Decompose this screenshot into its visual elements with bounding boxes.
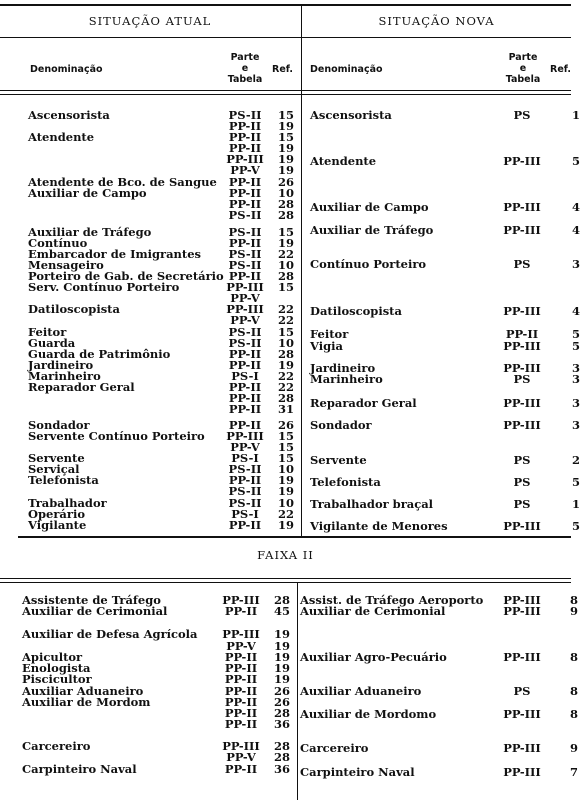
nova-row-parte-tabela: PP-III (503, 418, 541, 432)
faixa2-atual-row-parte-tabela: PP-II (224, 604, 258, 618)
nova-row-ref: 3 (571, 418, 580, 432)
atual-row-ref: 10 (277, 496, 294, 510)
faixa2-atual-row-parte-tabela: PP-II (224, 695, 258, 709)
nova-row-name: Vigilante de Menores (310, 519, 448, 533)
right-col-tabela: Tabela (505, 74, 541, 85)
faixa2-atual-row-name: Assistente de Tráfego (22, 593, 161, 607)
faixa2-nova-row-parte-tabela: PP-III (503, 707, 541, 721)
atual-row-parte-tabela: PP-II (228, 236, 262, 250)
atual-row-parte-tabela: PP-II (228, 130, 262, 144)
faixa-title: FAIXA II (257, 548, 314, 562)
faixa2-atual-row-ref: 36 (273, 717, 290, 731)
nova-row-parte-tabela: PS (513, 372, 531, 386)
atual-row-name: Datiloscopista (28, 302, 120, 316)
nova-row-name: Datiloscopista (310, 304, 402, 318)
nova-row-name: Marinheiro (310, 372, 383, 386)
faixa2-nova-row-ref: 8 (569, 707, 578, 721)
nova-row-ref: 3 (571, 361, 580, 375)
atual-row-ref: 15 (277, 440, 294, 454)
atual-row-name: Marinheiro (28, 369, 101, 383)
nova-row-ref: 5 (571, 327, 580, 341)
atual-row-ref: 15 (277, 280, 294, 294)
nova-row-parte-tabela: PP-II (505, 327, 539, 341)
faixa2-atual-row-ref: 19 (273, 672, 290, 686)
nova-row-ref: 3 (571, 257, 580, 271)
nova-row-name: Atendente (310, 154, 377, 168)
faixa2-atual-row-ref: 45 (273, 604, 290, 618)
faixa2-atual-row-name: Carpinteiro Naval (22, 762, 137, 776)
nova-row-ref: 1 (571, 497, 580, 511)
header-rule-1 (0, 90, 571, 91)
nova-row-name: Reparador Geral (310, 396, 417, 410)
atual-row-parte-tabela: PP-III (226, 152, 264, 166)
atual-row-ref: 26 (277, 418, 294, 432)
faixa2-atual-row-name: Auxiliar Aduaneiro (22, 684, 144, 698)
faixa2-nova-row-parte-tabela: PP-III (503, 741, 541, 755)
nova-row-ref: 2 (571, 453, 580, 467)
faixa2-nova-row-ref: 8 (569, 684, 578, 698)
nova-row-parte-tabela: PS (513, 475, 531, 489)
faixa2-atual-row-ref: 26 (273, 684, 290, 698)
atual-row-parte-tabela: PS-II (228, 325, 262, 339)
right-col-denominacao: Denominação (310, 64, 383, 75)
faixa2-atual-row-ref: 28 (273, 593, 290, 607)
atual-row-parte-tabela: PP-II (228, 391, 262, 405)
atual-row-ref: 10 (277, 258, 294, 272)
atual-row-name: Mensageiro (28, 258, 104, 272)
faixa2-atual-row-parte-tabela: PP-II (224, 650, 258, 664)
faixa2-atual-row-ref: 28 (273, 739, 290, 753)
atual-row-ref: 10 (277, 462, 294, 476)
atual-row-ref: 19 (277, 236, 294, 250)
atual-row-ref: 19 (277, 358, 294, 372)
faixa2-atual-row-name: Apicultor (22, 650, 83, 664)
right-title: SITUAÇÃO NOVA (378, 14, 495, 28)
right-col-e: e (519, 63, 527, 74)
atual-row-parte-tabela: PP-V (230, 163, 260, 177)
faixa2-nova-row-parte-tabela: PP-III (503, 765, 541, 779)
nova-row-ref: 5 (571, 339, 580, 353)
atual-row-ref: 19 (277, 518, 294, 532)
faixa2-nova-row-name: Carcereiro (300, 741, 369, 755)
nova-row-name: Contínuo Porteiro (310, 257, 427, 271)
faixa2-atual-row-name: Auxiliar de Defesa Agrícola (22, 627, 198, 641)
title-rule (0, 37, 571, 38)
atual-row-parte-tabela: PS-I (231, 369, 259, 383)
faixa2-atual-row-parte-tabela: PP-III (222, 593, 260, 607)
nova-row-parte-tabela: PS (513, 108, 531, 122)
faixa2-atual-row-name: Piscicultor (22, 672, 92, 686)
atual-row-ref: 19 (277, 163, 294, 177)
nova-row-name: Jardineiro (310, 361, 376, 375)
nova-row-name: Sondador (310, 418, 372, 432)
atual-row-name: Servente Contínuo Porteiro (28, 429, 205, 443)
nova-row-name: Auxiliar de Tráfego (310, 223, 434, 237)
atual-row-name: Auxiliar de Tráfego (28, 225, 152, 239)
faixa2-nova-row-name: Assist. de Tráfego Aeroporto (300, 593, 484, 607)
atual-row-parte-tabela: PS-II (228, 496, 262, 510)
atual-row-parte-tabela: PS-II (228, 258, 262, 272)
nova-row-name: Auxiliar de Campo (310, 200, 429, 214)
atual-row-ref: 22 (277, 313, 294, 327)
atual-row-ref: 19 (277, 152, 294, 166)
faixa2-atual-row-parte-tabela: PP-II (224, 672, 258, 686)
faixa2-nova-row-ref: 7 (569, 765, 578, 779)
atual-row-name: Atendente de Bco. de Sangue (28, 175, 217, 189)
nova-row-name: Telefonista (310, 475, 381, 489)
nova-row-ref: 5 (571, 475, 580, 489)
atual-row-name: Servente (28, 451, 85, 465)
atual-row-ref: 22 (277, 247, 294, 261)
nova-row-name: Feitor (310, 327, 349, 341)
atual-row-parte-tabela: PP-III (226, 280, 264, 294)
atual-row-name: Sondador (28, 418, 90, 432)
atual-row-name: Guarda (28, 336, 76, 350)
faixa2-nova-row-ref: 9 (569, 604, 578, 618)
faixa2-atual-row-ref: 19 (273, 650, 290, 664)
column-divider-1 (301, 4, 302, 537)
left-col-denominacao: Denominação (30, 64, 103, 75)
atual-row-name: Jardineiro (28, 358, 94, 372)
atual-row-ref: 19 (277, 141, 294, 155)
atual-row-parte-tabela: PP-II (228, 473, 262, 487)
atual-row-ref: 28 (277, 208, 294, 222)
atual-row-parte-tabela: PP-II (228, 197, 262, 211)
nova-row-parte-tabela: PP-III (503, 223, 541, 237)
section2-top-rule (0, 578, 571, 579)
top-rule (0, 4, 571, 6)
faixa2-nova-row-ref: 9 (569, 741, 578, 755)
atual-row-name: Serviçal (28, 462, 80, 476)
nova-row-name: Servente (310, 453, 367, 467)
atual-row-name: Telefonista (28, 473, 99, 487)
faixa2-atual-row-ref: 26 (273, 695, 290, 709)
atual-row-parte-tabela: PP-II (228, 347, 262, 361)
atual-row-ref: 15 (277, 225, 294, 239)
nova-row-name: Ascensorista (310, 108, 392, 122)
nova-row-name: Trabalhador braçal (310, 497, 434, 511)
faixa2-atual-row-name: Carcereiro (22, 739, 91, 753)
section2-top-rule-b (0, 582, 571, 583)
atual-row-parte-tabela: PS-II (228, 247, 262, 261)
atual-row-parte-tabela: PP-II (228, 402, 262, 416)
nova-row-parte-tabela: PS (513, 497, 531, 511)
atual-row-ref: 19 (277, 473, 294, 487)
nova-row-parte-tabela: PP-III (503, 200, 541, 214)
faixa2-nova-row-name: Carpinteiro Naval (300, 765, 415, 779)
atual-row-ref: 22 (277, 369, 294, 383)
faixa2-atual-row-ref: 19 (273, 661, 290, 675)
nova-row-ref: 4 (571, 304, 580, 318)
faixa2-atual-row-parte-tabela: PP-II (224, 706, 258, 720)
atual-row-ref: 22 (277, 380, 294, 394)
atual-row-parte-tabela: PP-II (228, 175, 262, 189)
left-col-ref: Ref. (272, 64, 293, 75)
nova-row-parte-tabela: PP-III (503, 154, 541, 168)
faixa2-nova-row-name: Auxiliar Aduaneiro (300, 684, 422, 698)
atual-row-parte-tabela: PS-II (228, 225, 262, 239)
atual-row-parte-tabela: PP-II (228, 518, 262, 532)
faixa2-atual-row-parte-tabela: PP-III (222, 627, 260, 641)
atual-row-parte-tabela: PS-II (228, 336, 262, 350)
atual-row-ref: 28 (277, 269, 294, 283)
atual-row-ref: 15 (277, 429, 294, 443)
faixa2-nova-row-parte-tabela: PP-III (503, 593, 541, 607)
atual-row-name: Contínuo (28, 236, 88, 250)
atual-row-ref: 28 (277, 391, 294, 405)
atual-row-ref: 15 (277, 325, 294, 339)
left-col-parte: Parte (230, 52, 260, 63)
atual-row-name: Vigilante (28, 518, 87, 532)
right-col-parte: Parte (508, 52, 538, 63)
atual-row-parte-tabela: PP-II (228, 269, 262, 283)
atual-row-ref: 26 (277, 175, 294, 189)
faixa2-nova-row-name: Auxiliar de Cerimonial (300, 604, 446, 618)
atual-row-ref: 15 (277, 130, 294, 144)
right-col-ref: Ref. (550, 64, 571, 75)
faixa2-atual-row-name: Auxiliar de Cerimonial (22, 604, 168, 618)
section1-bottom-rule (18, 536, 571, 538)
faixa2-nova-row-ref: 8 (569, 593, 578, 607)
atual-row-parte-tabela: PP-II (228, 358, 262, 372)
nova-row-parte-tabela: PP-III (503, 361, 541, 375)
faixa2-atual-row-ref: 36 (273, 762, 290, 776)
atual-row-parte-tabela: PP-II (228, 418, 262, 432)
atual-row-ref: 22 (277, 302, 294, 316)
nova-row-ref: 4 (571, 223, 580, 237)
atual-row-parte-tabela: PP-II (228, 141, 262, 155)
faixa2-nova-row-name: Auxiliar Agro-Pecuário (300, 650, 447, 664)
faixa2-atual-row-name: Auxiliar de Mordom (22, 695, 151, 709)
nova-row-parte-tabela: PP-III (503, 304, 541, 318)
nova-row-name: Vigia (310, 339, 343, 353)
faixa2-atual-row-ref: 19 (273, 639, 290, 653)
left-col-e: e (241, 63, 249, 74)
nova-row-ref: 5 (571, 154, 580, 168)
left-title: SITUAÇÃO ATUAL (88, 14, 212, 28)
atual-row-ref: 28 (277, 197, 294, 211)
nova-row-parte-tabela: PS (513, 453, 531, 467)
faixa2-atual-row-parte-tabela: PP-III (222, 739, 260, 753)
faixa2-atual-row-parte-tabela: PP-II (224, 717, 258, 731)
atual-row-name: Auxiliar de Campo (28, 186, 147, 200)
atual-row-parte-tabela: PP-V (230, 313, 260, 327)
atual-row-name: Operário (28, 507, 85, 521)
atual-row-name: Guarda de Patrimônio (28, 347, 171, 361)
atual-row-parte-tabela: PP-II (228, 380, 262, 394)
atual-row-name: Serv. Contínuo Porteiro (28, 280, 180, 294)
nova-row-ref: 1 (571, 108, 580, 122)
atual-row-name: Trabalhador (28, 496, 107, 510)
atual-row-parte-tabela: PS-II (228, 462, 262, 476)
faixa2-atual-row-parte-tabela: PP-V (226, 750, 256, 764)
header-rule-2 (0, 94, 571, 95)
faixa2-nova-row-ref: 8 (569, 650, 578, 664)
faixa2-atual-row-parte-tabela: PP-V (226, 639, 256, 653)
nova-row-parte-tabela: PS (513, 257, 531, 271)
atual-row-parte-tabela: PP-II (228, 119, 262, 133)
atual-row-parte-tabela: PS-II (228, 208, 262, 222)
atual-row-parte-tabela: PS-I (231, 451, 259, 465)
faixa2-atual-row-parte-tabela: PP-II (224, 762, 258, 776)
atual-row-name: Atendente (28, 130, 95, 144)
faixa2-nova-row-parte-tabela: PP-III (503, 650, 541, 664)
atual-row-parte-tabela: PS-II (228, 484, 262, 498)
nova-row-ref: 3 (571, 372, 580, 386)
nova-row-ref: 4 (571, 200, 580, 214)
faixa2-nova-row-parte-tabela: PP-III (503, 604, 541, 618)
atual-row-ref: 31 (277, 402, 294, 416)
faixa2-atual-row-name: Enologista (22, 661, 91, 675)
nova-row-parte-tabela: PP-III (503, 519, 541, 533)
atual-row-parte-tabela: PS-II (228, 108, 262, 122)
atual-row-ref: 28 (277, 347, 294, 361)
atual-row-name: Porteiro de Gab. de Secretário (28, 269, 224, 283)
atual-row-parte-tabela: PP-II (228, 186, 262, 200)
atual-row-name: Embarcador de Imigrantes (28, 247, 202, 261)
atual-row-ref: 15 (277, 108, 294, 122)
faixa2-nova-row-parte-tabela: PS (513, 684, 531, 698)
faixa2-atual-row-parte-tabela: PP-II (224, 684, 258, 698)
atual-row-ref: 15 (277, 451, 294, 465)
atual-row-name: Ascensorista (28, 108, 110, 122)
atual-row-parte-tabela: PP-III (226, 302, 264, 316)
atual-row-name: Feitor (28, 325, 67, 339)
atual-row-ref: 10 (277, 336, 294, 350)
nova-row-ref: 5 (571, 519, 580, 533)
faixa2-atual-row-ref: 19 (273, 627, 290, 641)
nova-row-ref: 3 (571, 396, 580, 410)
atual-row-parte-tabela: PS-I (231, 507, 259, 521)
column-divider-2 (297, 582, 298, 800)
faixa2-nova-row-name: Auxiliar de Mordomo (300, 707, 437, 721)
faixa2-atual-row-parte-tabela: PP-II (224, 661, 258, 675)
atual-row-ref: 19 (277, 484, 294, 498)
atual-row-name: Reparador Geral (28, 380, 135, 394)
atual-row-ref: 22 (277, 507, 294, 521)
atual-row-parte-tabela: PP-V (230, 440, 260, 454)
nova-row-parte-tabela: PP-III (503, 339, 541, 353)
atual-row-parte-tabela: PP-III (226, 429, 264, 443)
atual-row-parte-tabela: PP-V (230, 291, 260, 305)
faixa2-atual-row-ref: 28 (273, 706, 290, 720)
left-col-tabela: Tabela (227, 74, 263, 85)
atual-row-ref: 10 (277, 186, 294, 200)
faixa2-atual-row-ref: 28 (273, 750, 290, 764)
atual-row-ref: 19 (277, 119, 294, 133)
nova-row-parte-tabela: PP-III (503, 396, 541, 410)
